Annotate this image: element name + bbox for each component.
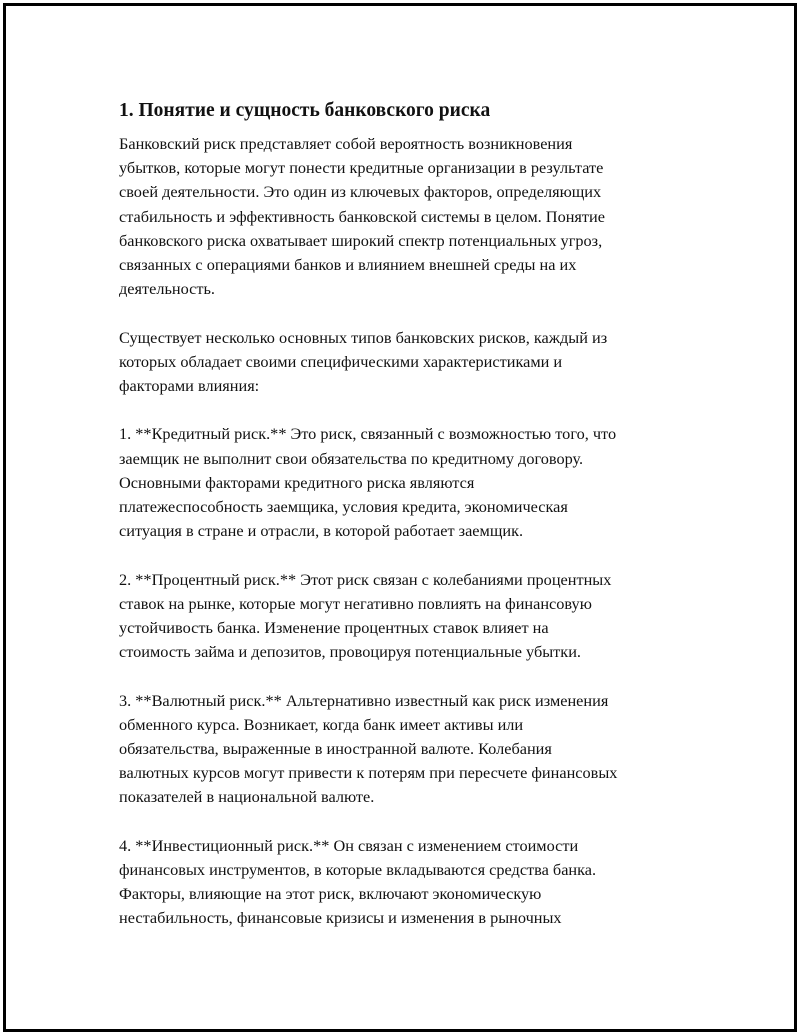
text-line: убытков, которые могут понести кредитные организации в результате xyxy=(119,158,604,178)
text-line: нестабильность, финансовые кризисы и изменения в рыночных xyxy=(119,908,562,928)
paragraph-credit-risk xyxy=(119,422,699,543)
paragraph-types-intro xyxy=(119,326,699,399)
text-line: своей деятельности. Это один из ключевых факторов, определяющих xyxy=(119,182,602,202)
text-line: стоимость займа и депозитов, провоцируя потенциальные убытки. xyxy=(119,642,581,662)
text-line: которых обладает своими специфическими характеристиками и xyxy=(119,351,563,371)
text-line: ситуация в стране и отрасли, в которой работает заемщик. xyxy=(119,521,524,541)
text-line: связанных с операциями банков и влиянием внешней среды на их xyxy=(119,255,577,275)
paragraph-investment-risk xyxy=(119,834,699,931)
document-page xyxy=(3,3,797,1032)
paragraph-interest-risk xyxy=(119,568,699,665)
text-line: 4. **Инвестиционный риск.** Он связан с изменением стоимости xyxy=(119,835,579,855)
paragraph-definition xyxy=(119,132,699,301)
text-line: банковского риска охватывает широкий спектр потенциальных угроз, xyxy=(119,230,603,250)
text-line: заемщик не выполнит свои обязательства по кредитному договору. xyxy=(119,448,584,468)
text-line: деятельность. xyxy=(119,279,215,299)
text-line: ставок на рынке, которые могут негативно повлиять на финансовую xyxy=(119,593,592,613)
text-line: Банковский риск представляет собой вероятность возникновения xyxy=(119,134,573,153)
document-body xyxy=(119,98,699,955)
text-line: валютных курсов могут привести к потерям при пересчете финансовых xyxy=(119,763,618,783)
text-line: устойчивость банка. Изменение процентных ставок влияет на xyxy=(119,618,549,638)
text-line: факторами влияния: xyxy=(119,376,260,396)
text-line: финансовых инструментов, в которые вкладываются средства банка. xyxy=(119,860,597,880)
text-line: Факторы, влияющие на этот риск, включают экономическую xyxy=(119,884,542,904)
text-line: показателей в национальной валюте. xyxy=(119,787,375,807)
paragraph-currency-risk xyxy=(119,689,699,810)
text-line: 1. **Кредитный риск.** Это риск, связанный с возможностью того, что xyxy=(119,424,617,444)
text-line: платежеспособность заемщика, условия кредита, экономическая xyxy=(119,497,568,517)
text-line: Основными факторами кредитного риска являются xyxy=(119,472,475,492)
text-line: 2. **Процентный риск.** Этот риск связан с колебаниями процентных xyxy=(119,569,612,589)
text-line: Существует несколько основных типов банковских рисков, каждый из xyxy=(119,327,608,347)
text-line: 3. **Валютный риск.** Альтернативно известный как риск изменения xyxy=(119,690,609,710)
text-line: стабильность и эффективность банковской системы в целом. Понятие xyxy=(119,206,605,226)
text-line: обязательства, выраженные в иностранной валюте. Колебания xyxy=(119,739,552,759)
text-line: обменного курса. Возникает, когда банк имеет активы или xyxy=(119,714,524,734)
section-heading: 1. Понятие и сущность банковского риска xyxy=(119,100,491,121)
